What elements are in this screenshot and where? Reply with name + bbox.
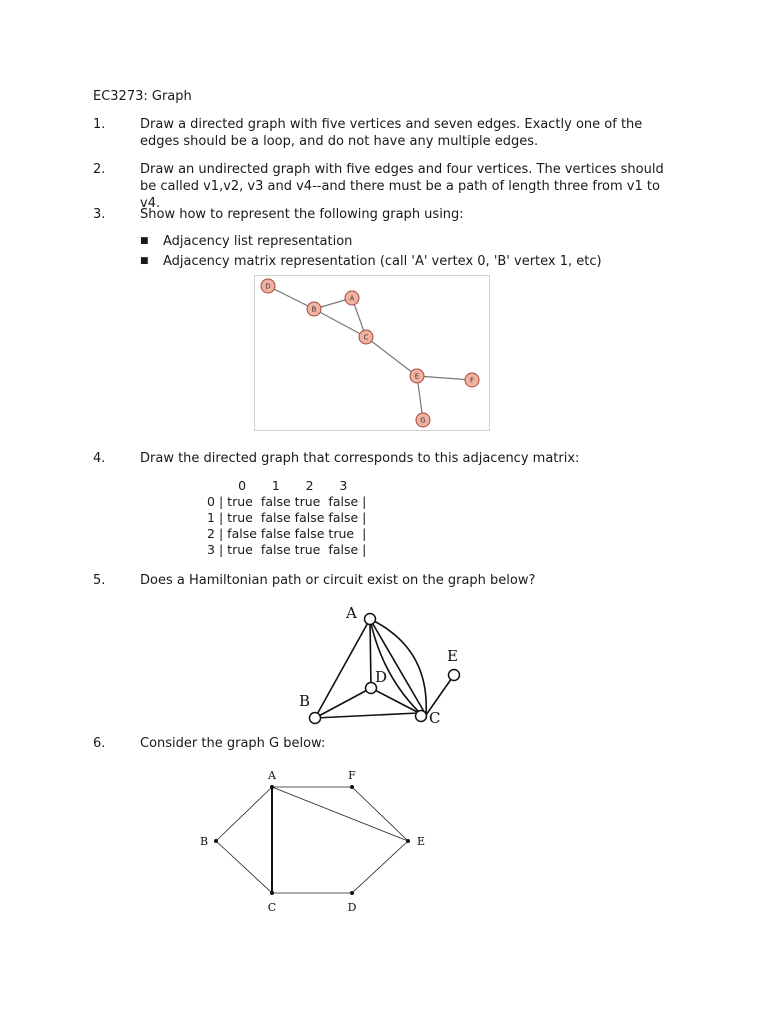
node-label: D [375,668,388,686]
graph-node [406,839,410,843]
matrix-cell: false [260,526,291,541]
graph-node [365,614,376,625]
bullet-marker: ■ [140,236,149,246]
node-label: D [347,901,357,914]
node-label: A [268,769,276,782]
question-6-text: Consider the graph G below: [140,736,326,751]
matrix-row: 0 | true false true false | [207,494,367,509]
matrix-cell: true [227,494,253,509]
question-3-graph-figure [254,275,490,431]
matrix-col-header: 3 [339,478,348,493]
node-label: E [414,372,420,381]
matrix-row-label: 2 [207,526,215,541]
node-label: A [346,604,357,622]
matrix-cell: true [227,510,253,525]
question-1-number: 1. [93,117,106,132]
matrix-cell: true [294,542,321,557]
node-label: A [349,294,355,303]
node-label: B [311,305,317,314]
question-3-number: 3. [93,207,106,222]
question-5-number: 5. [93,573,106,588]
question-5-graph-figure [290,598,480,730]
node-label: C [429,709,441,727]
question-2-text: Draw an undirected graph with five edges and four vertices. The vertices should be called v1,v2, v3 and v4--and there must be a path of length three from v1 to v4. [140,162,664,211]
question-2-number: 2. [93,162,106,177]
node-label: B [199,835,209,848]
matrix-cell: false [328,494,359,509]
node-label: E [416,835,426,848]
node-label: B [299,692,311,710]
q3-bullet-2: Adjacency matrix representation (call 'A' vertex 0, 'B' vertex 1, etc) [163,254,602,269]
matrix-cell: false [260,494,291,509]
node-label: G [420,416,426,425]
document-title: EC3273: Graph [93,89,192,104]
matrix-row-label: 3 [207,542,215,557]
graph-node [310,713,321,724]
graph-node [416,711,427,722]
q3-bullet-1: Adjacency list representation [163,234,353,249]
graph-node [449,670,460,681]
node-label: C [267,901,277,914]
question-6-graph-figure [190,762,440,922]
graph-node [214,839,218,843]
bullet-marker: ■ [140,256,149,266]
graph-node [270,785,274,789]
question-3-text: Show how to represent the following graph using: [140,207,464,222]
matrix-cell: true [294,494,321,509]
graph-node [270,891,274,895]
matrix-cell: true [328,526,355,541]
matrix-cell: false [328,542,359,557]
matrix-cell: false [294,510,325,525]
matrix-col-header: 1 [271,478,280,493]
node-label: D [265,282,271,291]
question-1-text: Draw a directed graph with five vertices and seven edges. Exactly one of the edges should be a loop, and do not have any multiple edges. [140,117,643,149]
matrix-cell: false [294,526,325,541]
question-6-number: 6. [93,736,106,751]
matrix-row: 2 | false false false true | [207,526,367,541]
node-label: C [363,333,369,342]
graph-node [350,785,354,789]
matrix-cell: false [260,510,291,525]
matrix-cell: false [227,526,257,541]
adjacency-matrix [205,478,368,558]
matrix-cell: true [227,542,253,557]
matrix-col-header: 2 [305,478,314,493]
node-label: F [348,769,356,782]
node-label: F [469,376,475,385]
question-5-text: Does a Hamiltonian path or circuit exist on the graph below? [140,573,536,588]
matrix-row-label: 1 [207,510,215,525]
question-4-number: 4. [93,451,106,466]
matrix-cell: false [328,510,359,525]
matrix-row: 3 | true false true false | [207,542,367,557]
question-4-text: Draw the directed graph that corresponds to this adjacency matrix: [140,451,580,466]
matrix-col-header: 0 [238,478,247,493]
graph-node [350,891,354,895]
matrix-cell: false [260,542,291,557]
matrix-row: 1 | true false false false | [207,510,367,525]
node-label: E [447,647,458,665]
matrix-row-label: 0 [207,494,215,509]
